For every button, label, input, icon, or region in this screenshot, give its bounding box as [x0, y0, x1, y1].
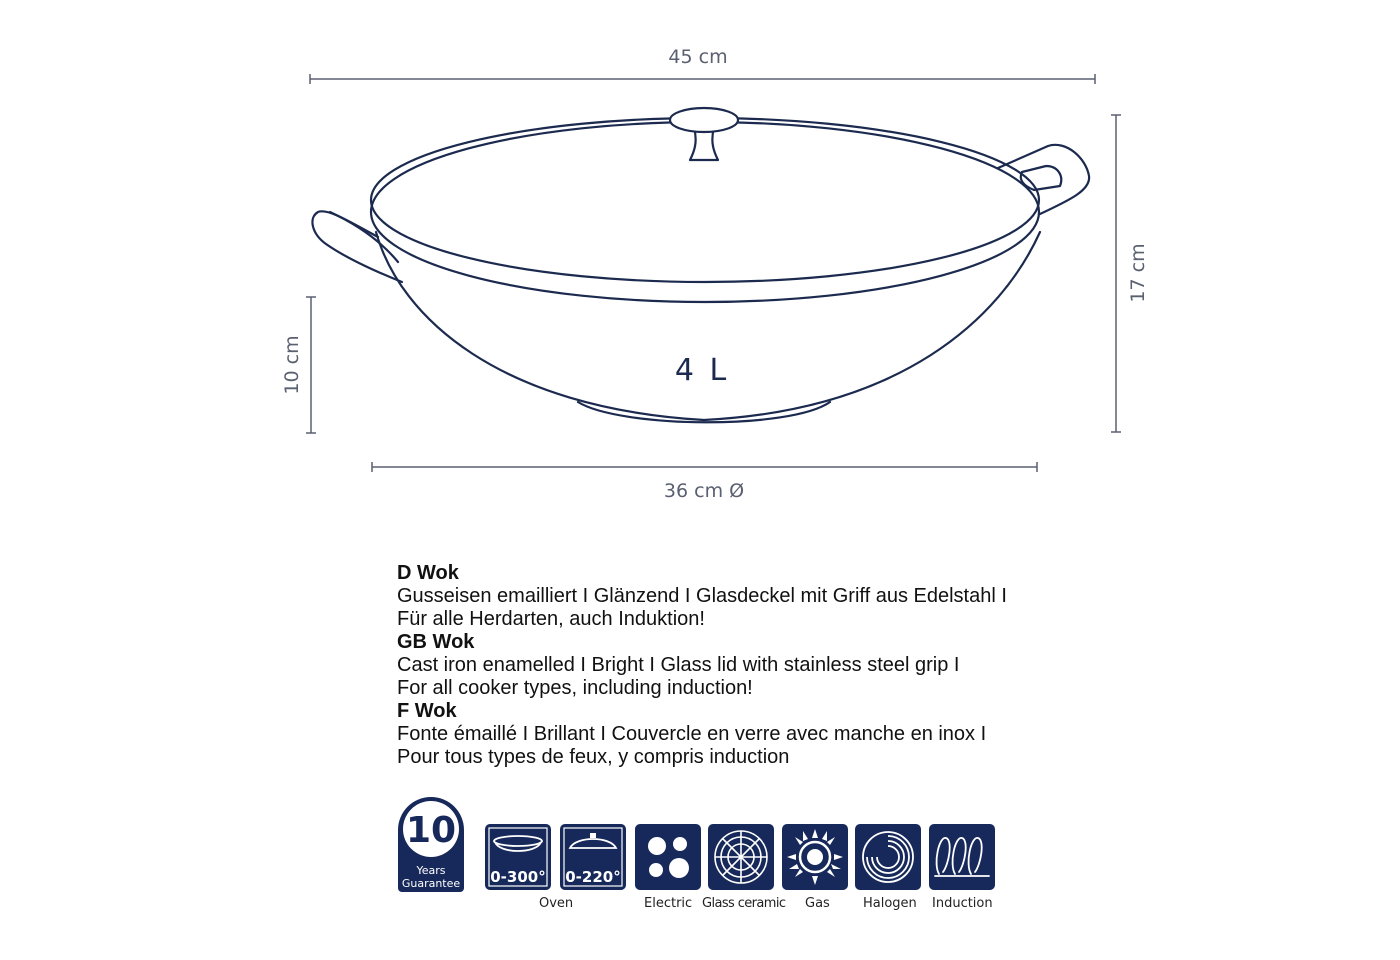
left-handle — [312, 211, 402, 282]
text-fr-line-2: Pour tous types de feux, y compris induction — [397, 746, 790, 768]
cooktop-icons-row — [396, 792, 1016, 922]
guarantee-line-1: Years — [416, 864, 446, 877]
halogen-hob-icon — [855, 824, 921, 890]
total-height-dimension-line — [1111, 115, 1121, 432]
guarantee-line-2: Guarantee — [401, 877, 461, 890]
bowl-height-label: 10 cm — [281, 335, 303, 395]
glass-ceramic-tile — [708, 824, 774, 890]
width-dimension-line — [310, 74, 1095, 84]
oven-wok-tile — [485, 824, 551, 890]
product-description — [397, 562, 1117, 769]
gas-tile — [782, 824, 848, 890]
text-gb-line-1: Cast iron enamelled I Bright I Glass lid with stainless steel grip I — [397, 654, 960, 676]
halogen-label: Halogen — [863, 896, 917, 911]
capacity-label: 4 L — [674, 353, 730, 388]
glass-ceramic-hob-icon — [708, 824, 774, 890]
induction-tile — [929, 824, 995, 890]
heading-gb: GB Wok — [397, 631, 475, 653]
electric-tile — [635, 824, 701, 890]
text-fr-line-1: Fonte émaillé I Brillant I Couvercle en verre avec manche en inox I — [397, 723, 987, 745]
text-de-line-1: Gusseisen emailliert I Glänzend I Glasdeckel mit Griff aus Edelstahl I — [397, 585, 1007, 607]
gas-burner-icon — [782, 824, 848, 890]
oven-lid-temp: 0-220° — [565, 868, 621, 886]
total-height-label: 17 cm — [1127, 243, 1149, 303]
heading-de: D Wok — [397, 562, 459, 584]
oven-lid-tile — [560, 824, 626, 890]
base-diameter-label: 36 cm Ø — [663, 480, 745, 502]
glass-ceramic-label: Glass ceramic — [702, 896, 786, 911]
right-handle — [998, 145, 1089, 214]
wok-lid — [371, 118, 1039, 282]
text-de-line-2: Für alle Herdarten, auch Induktion! — [397, 608, 705, 630]
width-top-label: 45 cm — [668, 46, 728, 68]
wok-lid-rim — [371, 122, 1039, 302]
oven-label: Oven — [539, 896, 574, 911]
induction-coil-icon — [929, 824, 995, 890]
heading-fr: F Wok — [397, 700, 457, 722]
induction-label: Induction — [932, 896, 993, 911]
text-gb-line-2: For all cooker types, including induction! — [397, 677, 753, 699]
oven-wok-temp: 0-300° — [490, 868, 546, 886]
electric-hob-icon — [635, 824, 701, 890]
electric-label: Electric — [644, 896, 693, 911]
halogen-tile — [855, 824, 921, 890]
bowl-height-dimension-line — [306, 297, 316, 433]
gas-label: Gas — [805, 896, 830, 911]
guarantee-number: 10 — [405, 810, 457, 851]
base-dimension-line — [372, 462, 1037, 472]
guarantee-badge-icon — [396, 792, 466, 894]
